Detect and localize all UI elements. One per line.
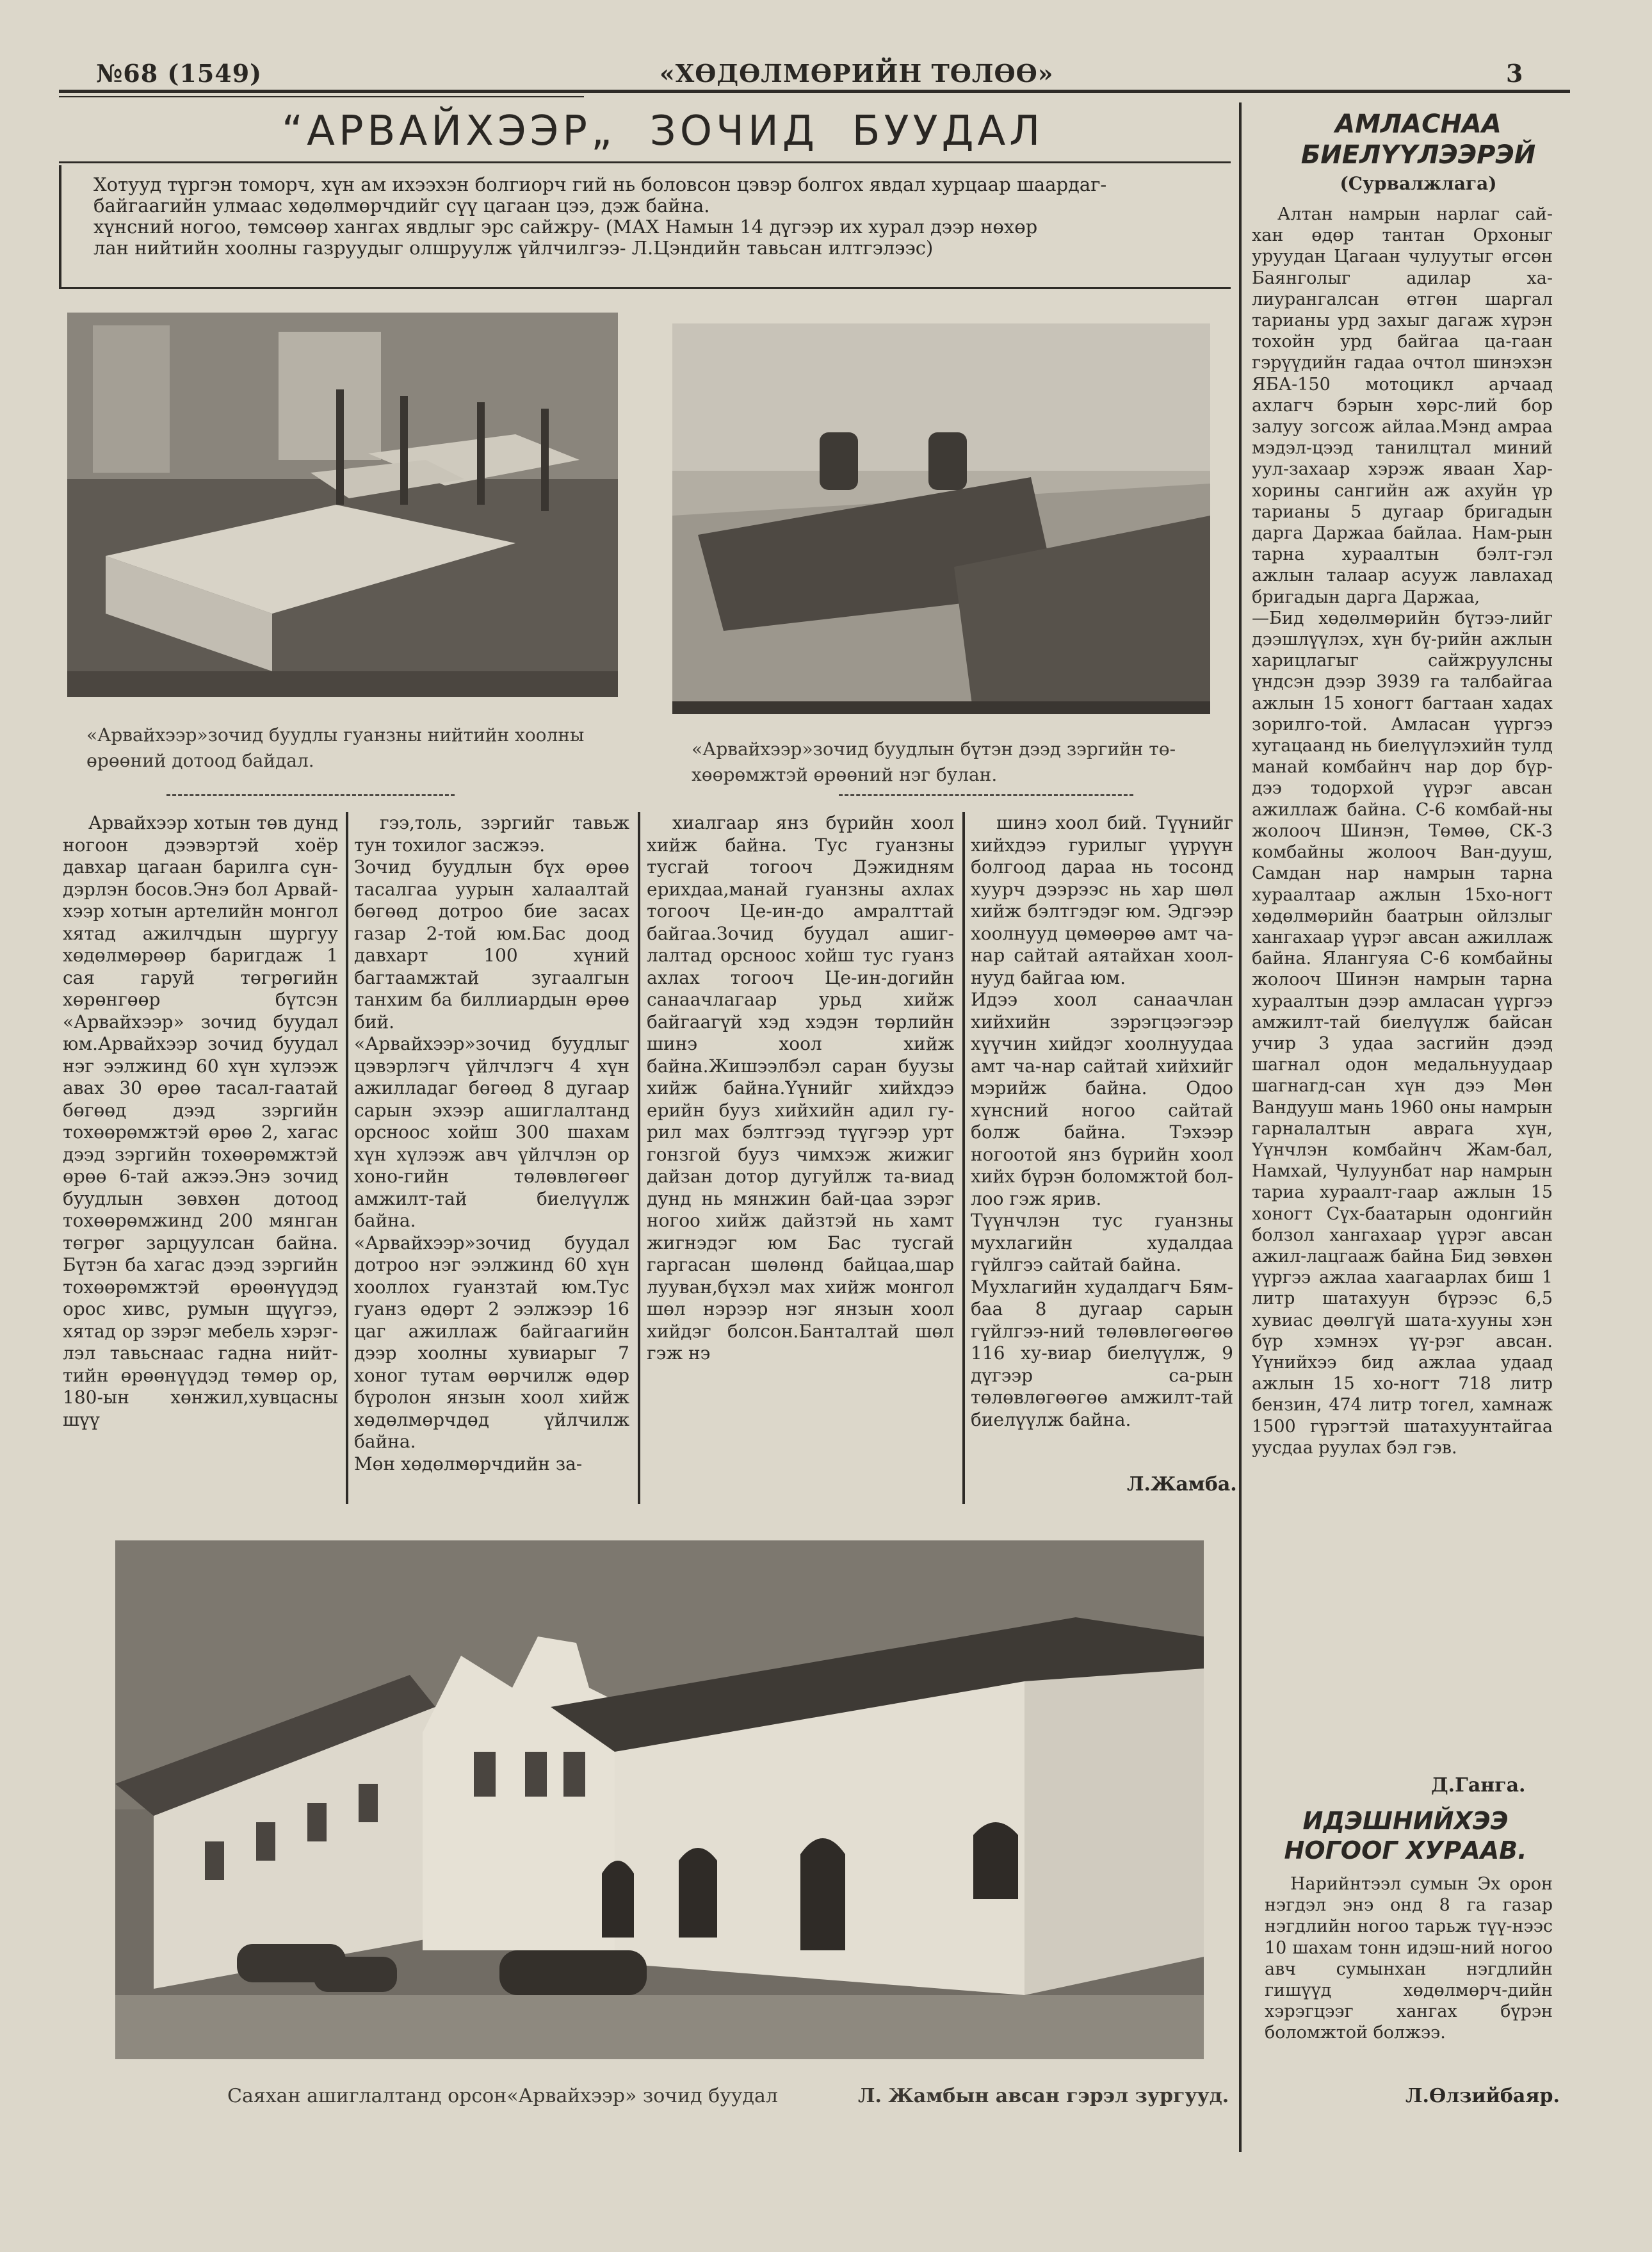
photo-dining-room — [67, 313, 618, 697]
column-rule — [346, 812, 348, 1504]
lead-box — [59, 165, 1233, 287]
wavy-separator — [166, 794, 455, 804]
lead-line: хүнсний ногоо, төмсөөр хангах явдлыг эрс сайжру- (МАХ Намын 14 дүгээр их хурал дээр нөхөр — [93, 216, 1038, 238]
photo-hotel-building — [115, 1540, 1204, 2059]
header-rule — [59, 90, 1570, 93]
side-article-2-title-line: НОГООГ ХУРААВ. — [1284, 1836, 1527, 1864]
column-rule — [638, 812, 640, 1504]
lead-line: лан нийтийн хоолны газруудыг олшруулж үйлчилгээ- Л.Цэндийн тавьсан илтгэлээс) — [93, 237, 934, 259]
side-article-1-title-line: АМЛАСНАА — [1335, 110, 1502, 139]
side-article-1-signature: Д.Ганга. — [1431, 1774, 1526, 1797]
side-article-2-text: Нарийнтээл сумын Эх орон нэгдэл энэ онд 8 га газар нэгдлийн ногоо тарьж түү-нээс 10 шахам тонн идэш-ний ногоо авч сумынхан нэгдлийн гишүүд хөдөлмөрч-дийн хэрэгцээг хангах бүрэн боломжтой болжээ. — [1265, 1874, 1553, 2043]
side-article-1-body — [1252, 204, 1553, 1760]
article-column-text: гээ,толь, зэргийг тавьж тун тохилог засжээ. Зочид буудлын бүх өрөө тасалгаа уурын халаалтай бөгөөд дотроо бие засах газар 2-той юм.Бас доод давхарт 100 хүний багтаамжтай зугаалгын танхим ба биллиардын өрөө бий. «Арвайхээр»зочид буудлыг цэвэрлэгч үйлчлэгч 4 хүн ажилладаг бөгөөд 8 дугаар сарын эхээр ашиглалтанд орсноос хойш 300 шахам хүн хүлээж авч үйлчлэн ор хоно-гийн төлөвлөгөөг амжилт-тай биелүүлж байна. «Арвайхээр»зочид буудал дотроо нэг ээлжинд 60 хүн хооллох гуанзтай юм.Тус гуанз өдөрт 2 ээлжээр 16 цаг ажиллаж байгаагийн дээр хоолны хувиарыг 7 хоног тутам өөрчилж өдөр бүролон янзын хоол хийж хөдөлмөрчдөд үйлчилж байна. Мөн хөдөлмөрчдийн за- — [354, 812, 629, 1474]
side-article-1-subtitle: (Сурвалжлага) — [1340, 173, 1497, 194]
header-rule-thin — [59, 96, 584, 97]
lead-rule — [59, 287, 1231, 289]
article-column-text: шинэ хоол бий. Түүнийг хийхдээ гурилыг үүрүүн болгоод дараа нь тосонд хуурч дээрээс нь хар шөл хийж бэлтгэдэг юм. Эдгээр хоолнууд цөмөөрөө амт ча-нар сайтай аятайхан хоол-нууд байгаа юм. Идээ хоол санаачлан хийхийн зэрэгцээгээр хүүчин хийдэг хоолнуудаа амт ча-нар сайтай хийхийг мэрийж байна. Одоо хүнсний ногоо сайтай болж байна. Тэхээр ногоотой янз бүрийн хоол хийх бүрэн боломжтой бол-лоо гэж ярив. Түүнчлэн тус гуанзны мухлагийн худалдаа гүйлгээ сайтай байна. Мухлагийн худалдагч Бям-баа 8 дугаар сарын гүйлгээ-ний төлөвлөгөөгөө 116 ху-виар биелүүлж, 9 дүгээр са-рын төлөвлөгөөгөө амжилт-тай биелүүлж байна. — [971, 812, 1233, 1430]
photo-room-corner — [672, 323, 1210, 714]
photo-room-corner-caption: «Арвайхээр»зочид буудлын бүтэн дээд зэргийн тө-хөөрөмжтэй өрөөний нэг булан. — [692, 738, 1176, 785]
article-column-4 — [971, 812, 1233, 1453]
issue-number: №68 (1549) — [96, 59, 263, 88]
column-rule — [962, 812, 965, 1504]
side-article-2-title-line: ИДЭШНИЙХЭЭ — [1302, 1807, 1509, 1835]
hotel-photo-caption: Саяхан ашиглалтанд орсон«Арвайхээр» зочид буудал — [227, 2085, 778, 2107]
main-article-title: “АРВАЙХЭЭР„ ЗОЧИД БУУДАЛ — [282, 108, 1044, 155]
side-article-1-text: Алтан намрын нарлаг сай-хан өдөр тантан Орхоныг уруудан Цагаан чулуутыг өгсөн Баянголыг адилар ха-лиурангалсан өтгөн шаргал тарианы урд захыг дагаж хүрэн тохойн урд байгаа ца-гаан гэрүүдийн гадаа очтол шинэхэн ЯБА-150 мотоцикл арчаад ахлагч бэрын хөрс-лий бор залуу зогсож айлаа.Мэнд амраа мэдэл-цээд танилцтал миний уул-захаар хэрэж яваан Хар-хорины сангийн аж ахуйн үр тарианы 5 дугаар бригадын дарга Даржаа байлаа. Нам-рын тарна хураалтын бэлт-гэл ажлын талаар асууж лавлахад бригадын дарга Даржаа, —Бид хөдөлмөрийн бүтээ-лийг дээшлүүлэх, хүн бү-рийн ажлын харицлагыг сайжруулсны үндсэн дээр 3939 га талбайгаа ажлын 15 хоногт багтаан хадах зорилго-той. Амласан үүргээ хугацаанд нь биелүүлэхийн тулд манай комбайнч нар дор бүр-дээ тодорхой үүрэг авсан ажиллаж байна. С-6 комбай-ны жолооч Шинэн, Төмөө, СК-3 комбайны жолооч Ван-дууш, Самдан нар намрын тарна хураалтаар ажлын 15хо-ногт хөдөлмөрийн баатрын ойлзлыг хангахаар үүрэг авсан ажиллаж байна. Ялангуяа С-6 комбайны жолооч Шинэн намрын тарна хураалтын дээр амласан үүргээ амжилт-тай биелүүлж байсан учир 3 удаа засгийн дээд шагнал одон медальнуудаар шагнагд-сан хүн дээ Мөн Вандууш мань 1960 оны намрын гарналалтын аврага хүн, Үүнчлэн комбайнч Жам-бал, Намхай, Чулуунбат нар намрын тариа хураалт-гаар ажлын 15 хоногт Сүх-баатарын одонгийн болзол хангахаар үүрэг авсан ажил-лацгааж байна Бид зөвхөн үүргээ ажлаа хаагаарлах биш 1 литр шатахуун бүрээс 6,5 хувиас дөөлгүй шата-хууны хэн бүр хэмнэх үү-рэг авсан. Үүнийхээ бид ажлаа удаад ажлын 15 хо-ногт 718 литр бензин, 474 литр тогел, хамнаж 1500 гүрэгтэй шатахуунтайгаа уусдаа руулах бэл гэв. — [1252, 204, 1553, 1458]
hotel-building-photo-image — [115, 1540, 1204, 2059]
newspaper-name: «ХӨДӨЛМӨРИЙН ТӨЛӨӨ» — [660, 59, 1054, 88]
article-column-3 — [647, 812, 954, 1507]
side-article-1-title-line: БИЕЛҮҮЛЭЭРЭЙ — [1300, 140, 1536, 170]
title-rule — [59, 161, 1231, 163]
dining-room-photo-image — [67, 313, 618, 697]
side-article-1-title — [1274, 109, 1562, 170]
article-column-1 — [63, 812, 338, 1507]
main-article-signature: Л.Жамба. — [1127, 1473, 1237, 1496]
article-column-text: Арвайхээр хотын төв дунд ногоон дээвэртэй хоёр давхар цагаан барилга сүн-дэрлэн босов.Энэ бол Арвай-хээр хотын артелийн монгол хятад ажилчдын шургуу хөдөлмөрөөр баригдаж 1 сая гаруй төгрөгийн хөрөнгөөр бүтсэн «Арвайхээр» зочид буудал юм.Арвайхээр зочид буудал нэг ээлжинд 60 хүн хүлээж авах 30 өрөө тасал-гаатай бөгөөд дээд зэргийн тохөөрөмжтэй өрөө 2, хагас дээд зэргийн тохөөрөмжтэй өрөө 6-тай ажээ.Энэ зочид буудлын зөвхөн дотоод тохөөрөмжинд 200 мянган төгрөг зарцуулсан байна. Бүтэн ба хагас дээд зэргийн тохөөрөмжтэй өрөөнүүдэд орос хивс, румын щүүгээ, хятад ор зэрэг мебель хэрэг-лэл тавьснаас гадна нийт-тийн өрөөнүүдэд төмөр ор, 180-ын хөнжил,хувцасны шүү — [63, 812, 338, 1430]
article-column-2 — [354, 812, 629, 1507]
side-column-rule — [1239, 102, 1242, 2152]
side-article-2-title — [1255, 1806, 1556, 1865]
article-column-text: хиалгаар янз бүрийн хоол хийж байна. Тус гуанзны тусгай тогооч Дэжидням ерихдаа,манай гуанзны ахлах тогооч Це-ин-до амралттай байгаа.Зочид буудал ашиг-лалтад орсноос хойш тус гуанз ахлах тогооч Це-ин-догийн санаачлагаар урьд хийж байгаагүй хэд хэдэн төрлийн шинэ хоол хийж байна.Жишээлбэл саран буузы хийж байна.Үүнийг хийхдээ ерийн бууз хийхийн адил гу-рил мах бэлтгээд түүгээр урт гонзгой бууз чимхэж жижиг дайзан дотор дугуйлж та-виад дунд нь мянжин бай-цаа зэрэг ногоо хийж дайзтэй нь хамт жигнэдэг юм Бас тусгай гаргасан шөлөнд байцаа,шар лууван,бүхэл мах хийж монгол шөл нэрээр нэг янзын хоол хийдэг болсон.Банталтай шөл гэж нэ — [647, 812, 954, 1364]
lead-line: Хотууд түргэн томорч, хүн ам ихээхэн болгиорч гий нь боловсон цэвэр болгох явдал хурцаар шаардаг- — [93, 174, 1107, 195]
photo-dining-room-caption: «Арвайхээр»зочид буудлы гуанзны нийтийн хоолны өрөөний дотоод байдал. — [86, 724, 585, 771]
side-article-2-signature: Л.Өлзийбаяр. — [1405, 2085, 1560, 2107]
lead-line: байгаагийн улмаас хөдөлмөрчдийг сүү цагаан цээ, дэж байна. — [93, 195, 710, 216]
room-corner-photo-image — [672, 323, 1210, 714]
photo-credit: Л. Жамбын авсан гэрэл зургууд. — [858, 2085, 1229, 2107]
page-number: 3 — [1506, 59, 1524, 88]
side-article-2-body — [1265, 1873, 1553, 2066]
wavy-separator — [839, 794, 1133, 804]
